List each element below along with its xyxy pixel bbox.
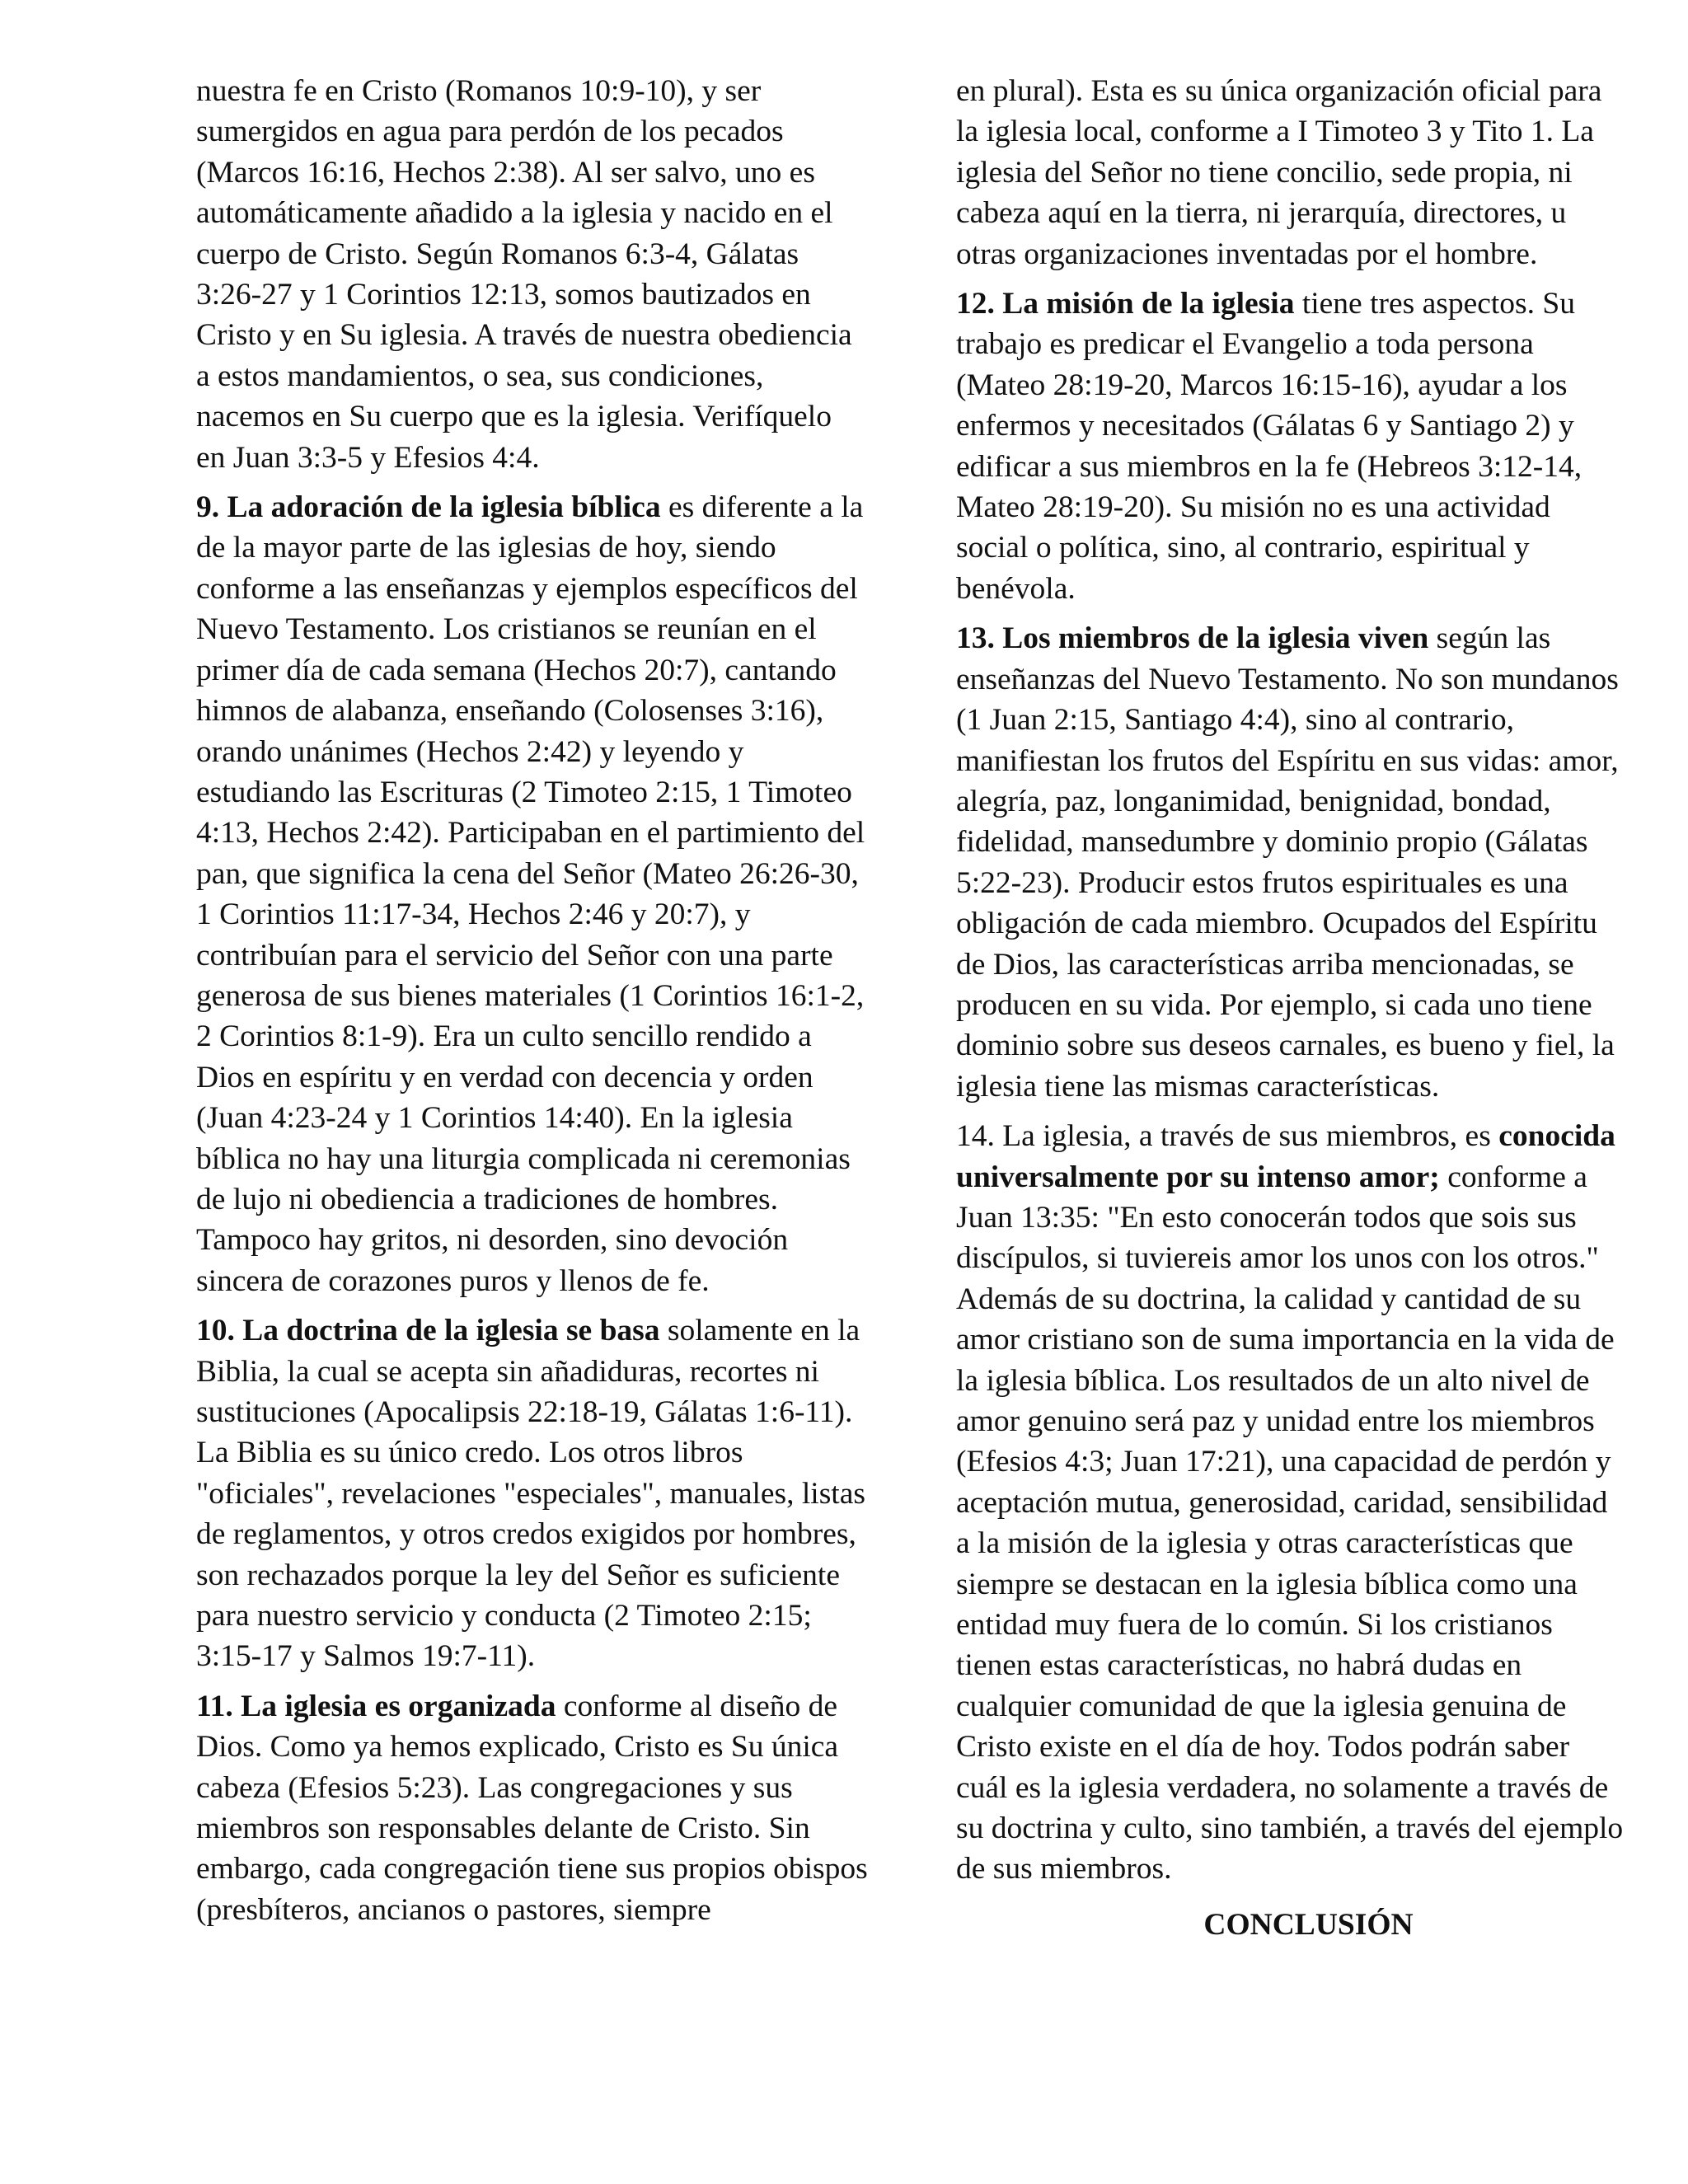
- paragraph-13: [956, 618, 1628, 1107]
- paragraph-lead: 9. La adoración de la iglesia bíblica: [196, 490, 661, 525]
- paragraph-14: [956, 1116, 1628, 1890]
- paragraph-text: es diferente a la de la mayor parte de las iglesias de hoy, siendo conforme a las enseñanzas y ejemplos específicos del Nuevo Testamento. Los cristianos se reunían en el primer día de cada semana (Hechos 20:7), cantando himnos de alabanza, enseñando (Colosenses 3:16), orando unánimes (Hechos 2:42) y leyendo y estudiando las Escrituras (2 Timoteo 2:15, 1 Timoteo 4:13, Hechos 2:42). Participaban en el partimiento del pan, que significa la cena del Señor (Mateo 26:26-30, 1 Corintios 11:17-34, Hechos 2:46 y 20:7), y contribuían para el servicio del Señor con una parte generosa de sus bienes materiales (1 Corintios 16:1-2, 2 Corintios 8:1-9). Era un culto sencillo rendido a Dios en espíritu y en verdad con decencia y orden (Juan 4:23-24 y 1 Corintios 14:40). En la iglesia bíblica no hay una liturgia complicada ni ceremonias de lujo ni obediencia a tradiciones de hombres. Tampoco hay gritos, ni desorden, sino devoción sincera de corazones puros y llenos de fe.: [196, 490, 865, 1298]
- paragraph-9: [196, 487, 868, 1301]
- paragraph-12: [956, 284, 1628, 609]
- paragraph-10: [196, 1310, 868, 1677]
- paragraph-lead: conocida universalmente por su intenso amor;: [956, 1119, 1615, 1194]
- right-column: [956, 71, 1628, 1945]
- paragraph-11: [196, 1686, 868, 1930]
- paragraph-text: conforme al diseño de Dios. Como ya hemos explicado, Cristo es Su única cabeza (Efesios 5:23). Las congregaciones y sus miembros son responsables delante de Cristo. Sin embargo, cada congregación tiene sus propios obispos (presbíteros, ancianos o pastores, siempre: [196, 1689, 868, 1927]
- paragraph-text: conforme a Juan 13:35: "En esto conocerán todos que sois sus discípulos, si tuviereis amor los unos con los otros." Además de su doctrina, la calidad y cantidad de su amor cristiano son de suma importancia en la vida de la iglesia bíblica. Los resultados de un alto nivel de amor genuino será paz y unidad entre los miembros (Efesios 4:3; Juan 17:21), una capacidad de perdón y aceptación mutua, generosidad, caridad, sensibilidad a la misión de la iglesia y otras características que siempre se destacan en la iglesia bíblica como una entidad muy fuera de lo común. Si los cristianos tienen estas características, no habrá dudas en cualquier comunidad de que la iglesia genuina de Cristo existe en el día de hoy. Todos podrán saber cuál es la iglesia verdadera, no solamente a través de su doctrina y culto, sino también, a través del ejemplo de sus miembros.: [956, 1160, 1624, 1886]
- paragraph-11-continued: [956, 71, 1628, 274]
- paragraph-lead: 12. La misión de la iglesia: [956, 287, 1295, 321]
- paragraph-lead: 13. Los miembros de la iglesia viven: [956, 621, 1429, 656]
- paragraph-intro: 14. La iglesia, a través de sus miembros, es: [956, 1119, 1499, 1154]
- paragraph-text: en plural). Esta es su única organización oficial para la iglesia local, conforme a I Timoteo 3 y Tito 1. La iglesia del Señor no tiene concilio, sede propia, ni cabeza aquí en la tierra, ni jerarquía, directores, u otras organizaciones inventadas por el hombre.: [956, 74, 1602, 271]
- paragraph-text: solamente en la Biblia, la cual se acepta sin añadiduras, recortes ni sustituciones (Apocalipsis 22:18-19, Gálatas 1:6-11). La Biblia es su único credo. Los otros libros "oficiales", revelaciones "especiales", manuales, listas de reglamentos, y otros credos exigidos por hombres, son rechazados porque la ley del Señor es suficiente para nuestro servicio y conducta (2 Timoteo 2:15; 3:15-17 y Salmos 19:7-11).: [196, 1314, 865, 1674]
- paragraph-lead: 11. La iglesia es organizada: [196, 1689, 556, 1723]
- paragraph-text: según las enseñanzas del Nuevo Testamento. No son mundanos (1 Juan 2:15, Santiago 4:4), sino al contrario, manifiestan los frutos del Espíritu en sus vidas: amor, alegría, paz, longanimidad, benignidad, bondad, fidelidad, mansedumbre y dominio propio (Gálatas 5:22-23). Producir estos frutos espirituales es una obligación de cada miembro. Ocupados del Espíritu de Dios, las características arriba mencionadas, se producen en su vida. Por ejemplo, si cada uno tiene dominio sobre sus deseos carnales, es bueno y fiel, la iglesia tiene las mismas características.: [956, 621, 1619, 1104]
- paragraph-lead: 10. La doctrina de la iglesia se basa: [196, 1314, 660, 1348]
- paragraph-text: tiene tres aspectos. Su trabajo es predicar el Evangelio a toda persona (Mateo 28:19-20, Marcos 16:15-16), ayudar a los enfermos y necesitados (Gálatas 6 y Santiago 2) y edificar a sus miembros en la fe (Hebreos 3:12-14, Mateo 28:19-20). Su misión no es una actividad social o política, sino, al contrario, espiritual y benévola.: [956, 287, 1582, 606]
- paragraph-text: nuestra fe en Cristo (Romanos 10:9-10), y ser sumergidos en agua para perdón de los pecados (Marcos 16:16, Hechos 2:38). Al ser salvo, uno es automáticamente añadido a la iglesia y nacido en el cuerpo de Cristo. Según Romanos 6:3-4, Gálatas 3:26-27 y 1 Corintios 12:13, somos bautizados en Cristo y en Su iglesia. A través de nuestra obediencia a estos mandamientos, o sea, sus condiciones, nacemos en Su cuerpo que es la iglesia. Verifíquelo en Juan 3:3-5 y Efesios 4:4.: [196, 74, 852, 475]
- left-column: [196, 71, 868, 1939]
- section-heading-conclusion: CONCLUSIÓN: [1203, 1907, 1414, 1942]
- paragraph-8-continued: [196, 71, 868, 478]
